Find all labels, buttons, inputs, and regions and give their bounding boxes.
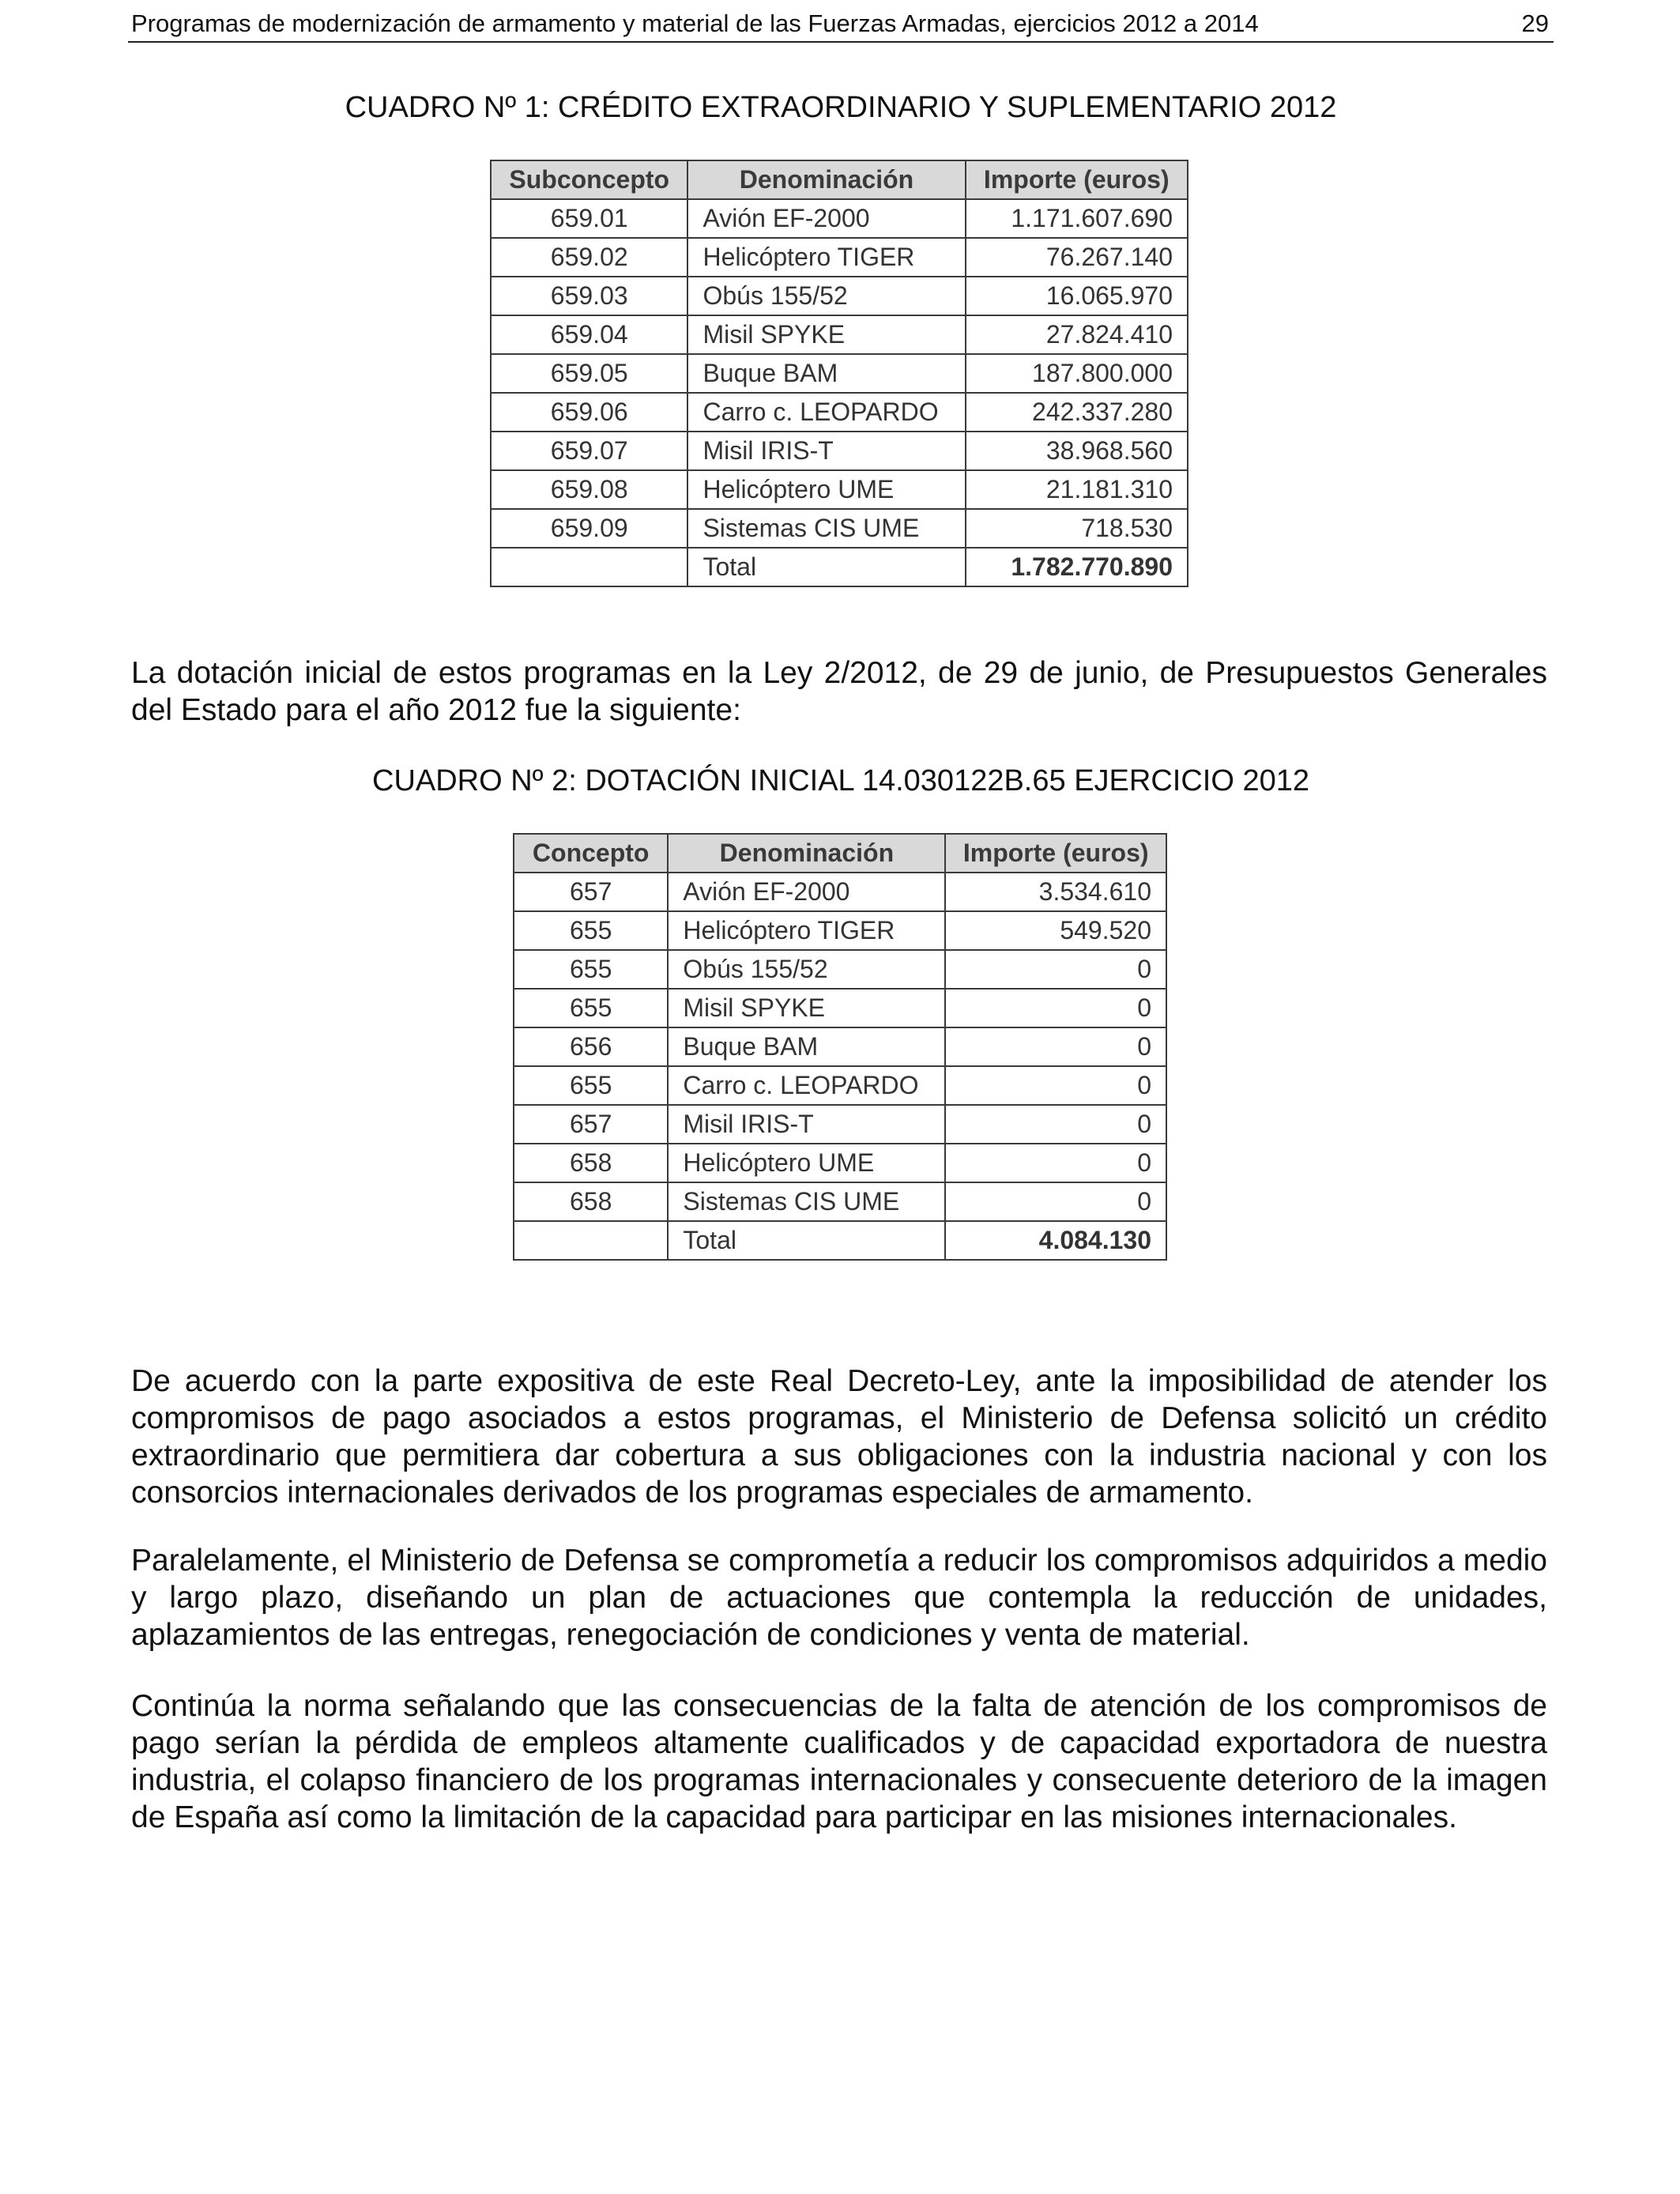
cell-importe: 16.065.970 <box>966 277 1188 315</box>
table2 <box>513 833 1167 1261</box>
paragraph-paralelamente: Paralelamente, el Ministerio de Defensa se comprometía a reducir los compromisos adquiridos a medio y largo plazo, diseñando un plan de actuaciones que contempla la reducción de unidades, aplazamientos de las entregas, renegociación de condiciones y venta de material. <box>131 1544 1547 1652</box>
table-row <box>514 1027 1166 1066</box>
table-total-row <box>514 1221 1166 1260</box>
table-row <box>514 1066 1166 1105</box>
table1-header-row <box>491 160 1188 199</box>
column-header-subconcepto: Subconcepto <box>491 160 687 199</box>
cell-importe: 187.800.000 <box>966 354 1188 393</box>
cell-denominacion: Helicóptero UME <box>687 470 965 509</box>
cell-concepto: 657 <box>514 1105 668 1144</box>
cell-denominacion: Helicóptero TIGER <box>668 911 945 950</box>
cell-denominacion: Carro c. LEOPARDO <box>687 393 965 432</box>
cell-denominacion: Misil IRIS-T <box>668 1105 945 1144</box>
cell-importe: 718.530 <box>966 509 1188 548</box>
table-row <box>514 989 1166 1027</box>
cell-importe: 0 <box>945 989 1166 1027</box>
cell-importe: 549.520 <box>945 911 1166 950</box>
cell-empty <box>514 1221 668 1260</box>
cell-denominacion: Obús 155/52 <box>668 950 945 989</box>
table-row <box>491 354 1188 393</box>
cell-importe: 0 <box>945 1182 1166 1221</box>
cell-importe: 0 <box>945 1144 1166 1182</box>
cell-importe: 1.171.607.690 <box>966 199 1188 238</box>
paragraph-real-decreto: De acuerdo con la parte expositiva de este Real Decreto-Ley, ante la imposibilidad de atender los compromisos de pago asociados a estos programas, el Ministerio de Defensa solicitó un crédito extraordinario que permitiera dar cobertura a sus obligaciones con la industria nacional y con los consorcios internacionales derivados de los programas especiales de armamento. <box>131 1364 1547 1510</box>
cell-denominacion: Obús 155/52 <box>687 277 965 315</box>
cell-denominacion: Carro c. LEOPARDO <box>668 1066 945 1105</box>
cell-subconcepto: 659.03 <box>491 277 687 315</box>
cell-importe: 3.534.610 <box>945 873 1166 911</box>
total-value: 1.782.770.890 <box>966 548 1188 586</box>
cell-concepto: 658 <box>514 1182 668 1221</box>
table-row <box>514 911 1166 950</box>
paragraph-continua: Continúa la norma señalando que las consecuencias de la falta de atención de los compromisos de pago serían la pérdida de empleos altamente cualificados y de capacidad exportadora de nuestra industria, el colapso financiero de los programas internacionales y consecuente deterioro de la imagen de España así como la limitación de la capacidad para participar en las misiones internacionales. <box>131 1689 1547 1834</box>
column-header-denominacion: Denominación <box>687 160 965 199</box>
cell-importe: 76.267.140 <box>966 238 1188 277</box>
cell-subconcepto: 659.04 <box>491 315 687 354</box>
column-header-importe: Importe (euros) <box>966 160 1188 199</box>
cell-concepto: 655 <box>514 1066 668 1105</box>
cell-subconcepto: 659.02 <box>491 238 687 277</box>
cell-denominacion: Sistemas CIS UME <box>687 509 965 548</box>
table1-caption: CUADRO Nº 1: CRÉDITO EXTRAORDINARIO Y SUPLEMENTARIO 2012 <box>345 91 1337 124</box>
table-row <box>491 277 1188 315</box>
table-row <box>514 1144 1166 1182</box>
cell-subconcepto: 659.07 <box>491 432 687 470</box>
table-row <box>514 1105 1166 1144</box>
cell-denominacion: Misil SPYKE <box>668 989 945 1027</box>
cell-subconcepto: 659.09 <box>491 509 687 548</box>
cell-concepto: 655 <box>514 911 668 950</box>
total-value: 4.084.130 <box>945 1221 1166 1260</box>
table2-header-row <box>514 834 1166 873</box>
table2-caption: CUADRO Nº 2: DOTACIÓN INICIAL 14.030122B.65 EJERCICIO 2012 <box>372 764 1309 797</box>
paragraph-dotacion-inicial: La dotación inicial de estos programas en la Ley 2/2012, de 29 de junio, de Presupuestos Generales del Estado para el año 2012 fue la siguiente: <box>131 656 1547 727</box>
running-header <box>128 6 1554 43</box>
cell-denominacion: Misil IRIS-T <box>687 432 965 470</box>
cell-importe: 0 <box>945 1027 1166 1066</box>
cell-concepto: 658 <box>514 1144 668 1182</box>
total-label: Total <box>668 1221 945 1260</box>
cell-subconcepto: 659.08 <box>491 470 687 509</box>
cell-subconcepto: 659.05 <box>491 354 687 393</box>
cell-importe: 27.824.410 <box>966 315 1188 354</box>
cell-subconcepto: 659.01 <box>491 199 687 238</box>
table-row <box>491 315 1188 354</box>
cell-denominacion: Helicóptero TIGER <box>687 238 965 277</box>
cell-concepto: 655 <box>514 950 668 989</box>
column-header-importe: Importe (euros) <box>945 834 1166 873</box>
cell-subconcepto: 659.06 <box>491 393 687 432</box>
table-row <box>491 238 1188 277</box>
cell-denominacion: Buque BAM <box>668 1027 945 1066</box>
cell-denominacion: Avión EF-2000 <box>668 873 945 911</box>
cell-importe: 0 <box>945 950 1166 989</box>
cell-importe: 242.337.280 <box>966 393 1188 432</box>
table-row <box>514 950 1166 989</box>
column-header-concepto: Concepto <box>514 834 668 873</box>
table-row <box>491 432 1188 470</box>
cell-importe: 21.181.310 <box>966 470 1188 509</box>
cell-denominacion: Buque BAM <box>687 354 965 393</box>
cell-importe: 38.968.560 <box>966 432 1188 470</box>
table-row <box>491 199 1188 238</box>
cell-concepto: 655 <box>514 989 668 1027</box>
cell-importe: 0 <box>945 1066 1166 1105</box>
cell-denominacion: Sistemas CIS UME <box>668 1182 945 1221</box>
cell-importe: 0 <box>945 1105 1166 1144</box>
page-number: 29 <box>1521 9 1549 37</box>
cell-denominacion: Avión EF-2000 <box>687 199 965 238</box>
column-header-denominacion: Denominación <box>668 834 945 873</box>
table-row <box>491 470 1188 509</box>
header-title: Programas de modernización de armamento y material de las Fuerzas Armadas, ejercicios 2012 a 2014 <box>131 9 1259 37</box>
table-total-row <box>491 548 1188 586</box>
total-label: Total <box>687 548 965 586</box>
cell-denominacion: Helicóptero UME <box>668 1144 945 1182</box>
table-row <box>491 509 1188 548</box>
cell-concepto: 656 <box>514 1027 668 1066</box>
table-row <box>514 873 1166 911</box>
table-row <box>514 1182 1166 1221</box>
cell-empty <box>491 548 687 586</box>
cell-denominacion: Misil SPYKE <box>687 315 965 354</box>
table1 <box>490 160 1188 587</box>
cell-concepto: 657 <box>514 873 668 911</box>
table-row <box>491 393 1188 432</box>
